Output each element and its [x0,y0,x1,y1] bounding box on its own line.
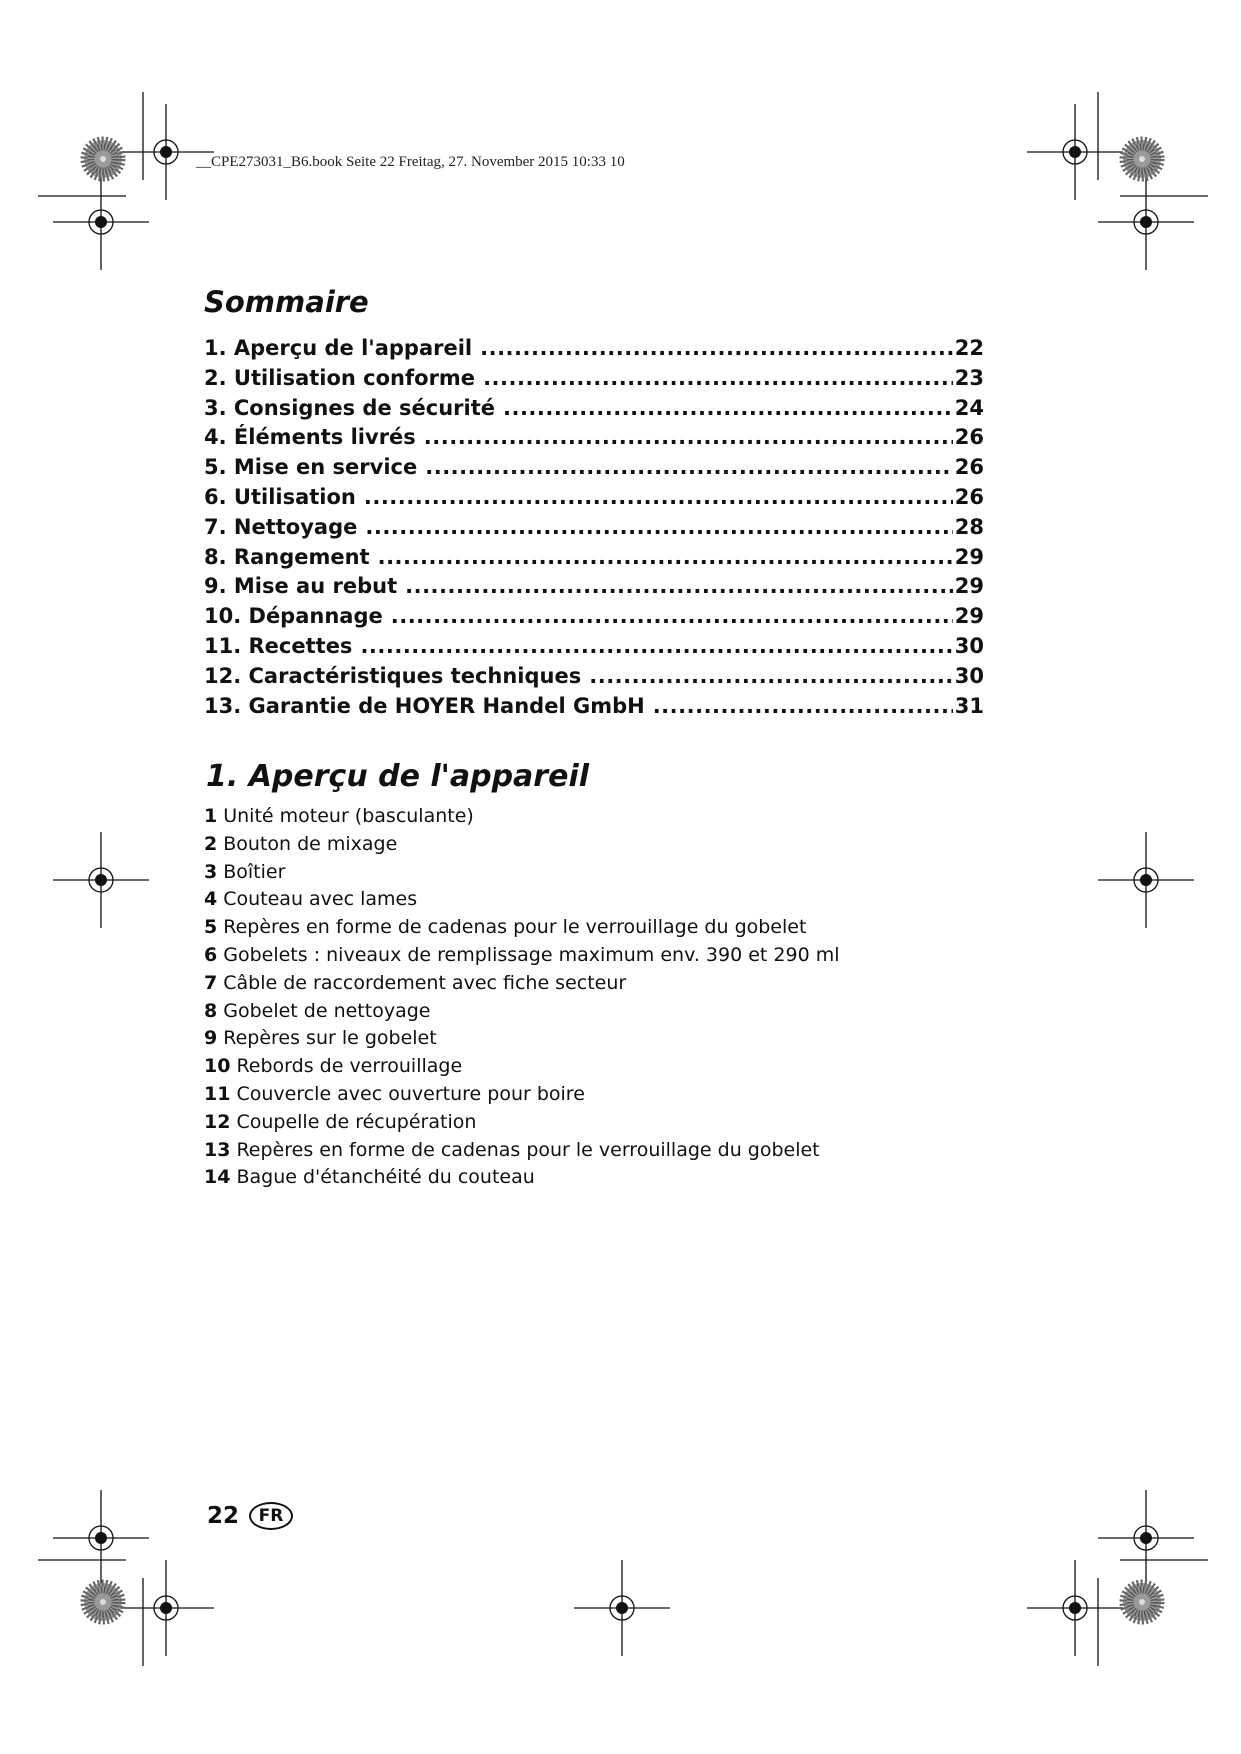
part-number: 14 [204,1166,231,1189]
toc-entry-label: 12. Caractéristiques techniques [204,663,582,688]
toc-entry-label: 2. Utilisation conforme [204,365,476,390]
part-text: Couvercle avec ouverture pour boire [236,1082,585,1105]
toc-leader-dots [378,545,953,569]
registration-mark-icon [118,104,214,200]
part-text: Gobelets : niveaux de remplissage maximum env. 390 et 290 ml [223,943,840,966]
part-item [204,1139,840,1167]
part-number: 13 [204,1138,231,1161]
toc-entry[interactable] [204,634,984,664]
registration-mark-icon [1027,104,1123,200]
print-file-info: __CPE273031_B6.book Seite 22 Freitag, 27. November 2015 10:33 10 [196,154,625,170]
toc-leader-dots [503,396,953,420]
registration-mark-icon [1098,832,1194,928]
part-text: Boîtier [223,860,286,883]
toc-leader-dots [480,336,953,360]
toc-entry-page: 30 [954,663,984,688]
part-item [204,1027,840,1055]
toc-entry-page: 28 [954,514,984,539]
toc-entry-page: 23 [954,365,984,390]
toc-leader-dots [653,694,953,718]
color-wheel-icon [1123,1583,1161,1621]
part-number: 2 [204,832,218,855]
toc-entry[interactable] [204,336,984,366]
toc-leader-dots [365,515,952,539]
toc-entry[interactable] [204,455,984,485]
registration-mark-icon [1098,174,1194,270]
section-title: 1. Aperçu de l'appareil [206,759,590,794]
toc-entry[interactable] [204,396,984,426]
toc-entry-label: 9. Mise au rebut [204,574,398,599]
part-item [204,861,840,889]
registration-mark-icon [53,174,149,270]
part-item [204,1000,840,1028]
part-number: 8 [204,999,218,1022]
part-text: Bouton de mixage [223,832,398,855]
part-text: Unité moteur (basculante) [223,805,474,827]
language-badge: FR [249,1502,293,1530]
toc-entry-page: 29 [954,604,984,629]
toc-entry[interactable] [204,366,984,396]
toc-entry[interactable] [204,485,984,515]
part-text: Repères en forme de cadenas pour le verrouillage du gobelet [223,916,807,939]
color-wheel-icon [84,140,122,178]
part-number: 4 [204,888,218,911]
part-item [204,972,840,1000]
part-text: Rebords de verrouillage [236,1055,463,1078]
toc-entry-label: 10. Dépannage [204,604,383,629]
part-text: Repères sur le gobelet [223,1027,437,1050]
toc-entry-label: 5. Mise en service [204,455,418,480]
toc-entry[interactable] [204,425,984,455]
toc-entry-page: 26 [954,455,984,480]
toc-leader-dots [364,485,953,509]
toc-entry-page: 26 [954,484,984,509]
part-number: 5 [204,916,218,939]
registration-mark-icon [53,832,149,928]
toc-entry-label: 8. Rangement [204,544,370,569]
part-number: 3 [204,860,218,883]
part-number: 9 [204,1027,218,1050]
part-number: 11 [204,1082,231,1105]
part-item [204,805,840,833]
toc-entry-page: 31 [954,693,984,718]
part-item [204,1111,840,1139]
toc-leader-dots [360,634,952,658]
registration-mark-icon [574,1560,670,1656]
color-wheel-icon [84,1583,122,1621]
part-item [204,944,840,972]
toc-entry-label: 3. Consignes de sécurité [204,395,495,420]
part-text: Coupelle de récupération [236,1110,477,1133]
toc-entry-page: 22 [954,336,984,360]
toc-entry-label: 11. Recettes [204,633,353,658]
part-number: 10 [204,1055,231,1078]
toc-entry-page: 30 [954,633,984,658]
toc-entry[interactable] [204,664,984,694]
toc-entry-label: 1. Aperçu de l'appareil [204,336,473,360]
toc-entry-label: 7. Nettoyage [204,514,358,539]
parts-list [204,805,840,1194]
part-number: 1 [204,805,218,827]
toc-entry-label: 6. Utilisation [204,484,356,509]
toc-title: Sommaire [204,285,369,319]
part-text: Couteau avec lames [223,888,418,911]
part-text: Câble de raccordement avec fiche secteur [223,971,627,994]
toc-entry-label: 4. Éléments livrés [204,425,416,450]
toc-entry[interactable] [204,574,984,604]
toc-leader-dots [483,366,953,390]
page-footer [207,1502,293,1530]
toc-entry[interactable] [204,694,984,724]
part-number: 7 [204,971,218,994]
toc-leader-dots [425,455,953,479]
table-of-contents [204,336,984,723]
toc-entry-label: 13. Garantie de HOYER Handel GmbH [204,693,645,718]
part-number: 6 [204,943,218,966]
part-text: Repères en forme de cadenas pour le verrouillage du gobelet [236,1138,820,1161]
toc-entry[interactable] [204,545,984,575]
toc-entry-page: 26 [954,425,984,450]
part-item [204,1055,840,1083]
part-text: Bague d'étanchéité du couteau [236,1166,535,1189]
toc-entry-page: 29 [954,544,984,569]
registration-mark-icon [1027,1560,1123,1656]
toc-entry-page: 29 [954,574,984,599]
toc-leader-dots [589,664,953,688]
part-item [204,1166,840,1194]
registration-mark-icon [118,1560,214,1656]
part-item [204,1083,840,1111]
toc-entry[interactable] [204,515,984,545]
part-item [204,888,840,916]
toc-leader-dots [405,574,953,598]
part-text: Gobelet de nettoyage [223,999,431,1022]
toc-leader-dots [424,425,953,449]
toc-leader-dots [391,604,953,628]
toc-entry-page: 24 [954,395,984,420]
registration-mark-icon [53,1490,149,1586]
part-item [204,916,840,944]
part-number: 12 [204,1110,231,1133]
part-item [204,833,840,861]
registration-mark-icon [1098,1490,1194,1586]
color-wheel-icon [1123,140,1161,178]
toc-entry[interactable] [204,604,984,634]
page-number: 22 [207,1503,240,1529]
